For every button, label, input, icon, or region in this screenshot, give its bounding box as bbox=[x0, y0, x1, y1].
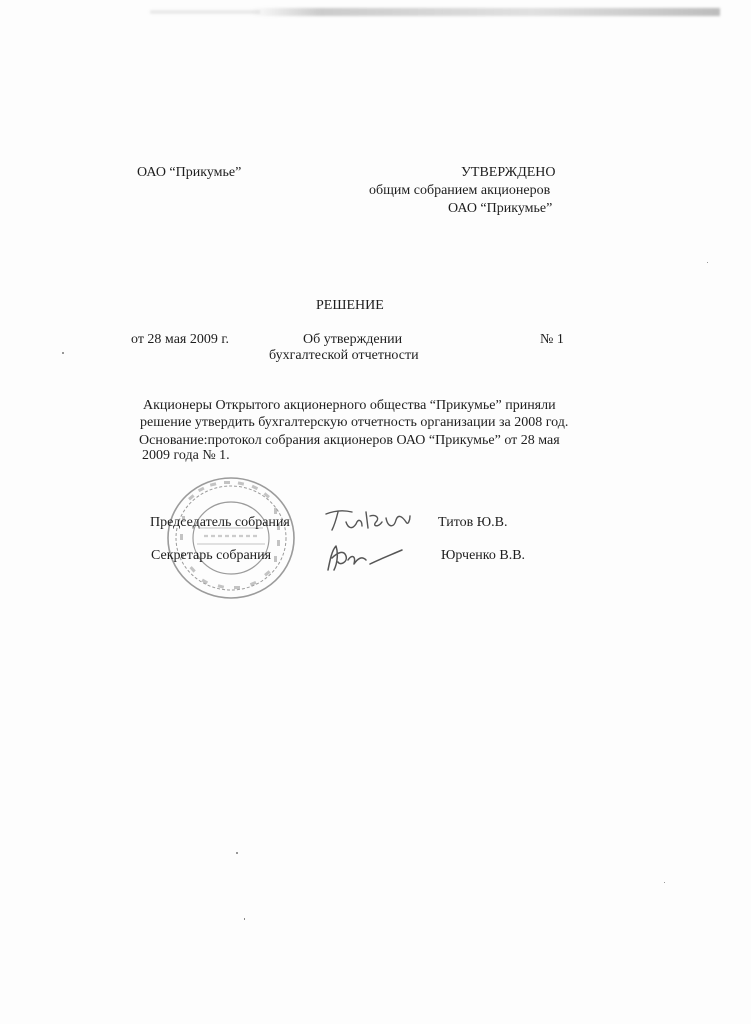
body-line-4: 2009 года № 1. bbox=[142, 448, 230, 463]
chair-role-label: Председатель собрания bbox=[150, 515, 290, 530]
chair-name: Титов Ю.В. bbox=[438, 515, 508, 530]
body-line-2: решение утвердить бухгалтерскую отчетность организации за 2008 год. bbox=[140, 415, 569, 430]
scan-speck bbox=[707, 262, 708, 263]
body-line-3: Основание:протокол собрания акционеров ОАО “Прикумье” от 28 мая bbox=[139, 433, 560, 448]
secretary-signature bbox=[318, 538, 406, 576]
decision-subject-line-1: Об утверждении bbox=[303, 332, 403, 347]
decision-subject-line-2: бухгалтеской отчетности bbox=[269, 348, 419, 363]
scan-speck bbox=[62, 352, 64, 354]
decision-date: от 28 мая 2009 г. bbox=[131, 332, 230, 347]
decision-number: № 1 bbox=[540, 332, 564, 347]
scan-speck bbox=[236, 852, 238, 854]
chair-signature bbox=[322, 500, 414, 536]
approved-heading: УТВЕРЖДЕНО bbox=[461, 165, 556, 180]
secretary-name: Юрченко В.В. bbox=[441, 548, 526, 563]
organization-name: ОАО “Прикумье” bbox=[137, 165, 242, 180]
document-title: РЕШЕНИЕ bbox=[316, 298, 384, 313]
approved-by-line-2: ОАО “Прикумье” bbox=[448, 201, 553, 216]
scan-speck bbox=[244, 918, 245, 920]
secretary-role-label: Секретарь собрания bbox=[151, 548, 272, 563]
organization-seal bbox=[164, 474, 298, 602]
scan-shadow-top-left bbox=[150, 10, 260, 14]
scan-speck bbox=[664, 882, 665, 883]
scan-shadow-top bbox=[250, 8, 720, 16]
approved-by-line-1: общим собранием акционеров bbox=[369, 183, 551, 198]
body-line-1: Акционеры Открытого акционерного общества “Прикумье” приняли bbox=[143, 398, 556, 413]
